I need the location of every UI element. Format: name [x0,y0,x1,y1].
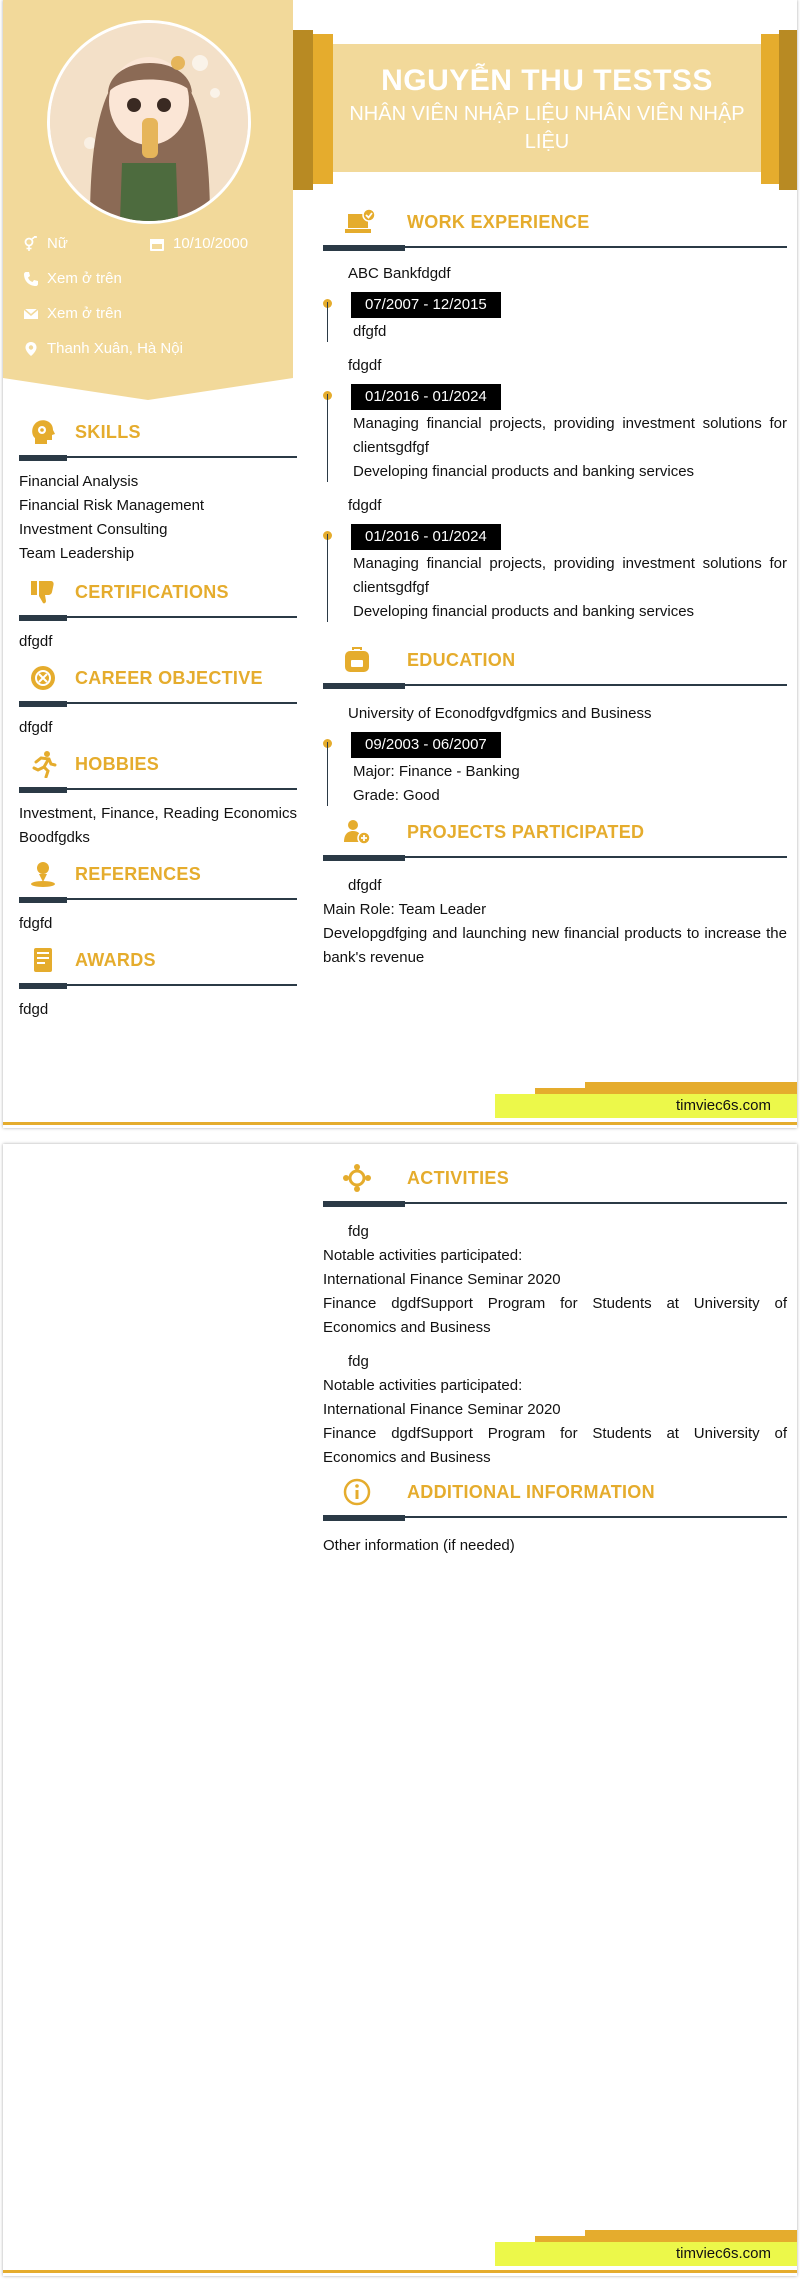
project-name: dfgdf [348,877,382,894]
work-entry [323,290,787,344]
certifications-text: dfgdf [19,633,53,650]
education-title: EDUCATION [407,650,516,670]
target-icon [29,664,57,692]
gender-icon [23,236,39,252]
skills-title: SKILLS [75,422,141,442]
work-company: ABC Bankfdgdf [348,265,451,282]
activity-item: International Finance Seminar 2020 [323,1401,561,1418]
address-row [23,340,183,357]
projects-header [323,818,787,860]
activities-body [323,1220,787,1470]
hobbies-title: HOBBIES [75,754,160,774]
section-divider-accent [323,245,405,251]
career-objective-header [19,664,297,706]
birthday-row [149,235,248,252]
work-detail: Developing financial products and banking services [353,603,695,620]
activity-item: International Finance Seminar 2020 [323,1271,561,1288]
section-divider-accent [323,1515,405,1521]
candidate-role: NHÂN VIÊN NHẬP LIỆU NHÂN VIÊN NHẬP LIỆU [349,103,745,153]
sidebar-arrow-decoration [3,378,293,400]
work-company: fdgdf [348,497,382,514]
education-date: 09/2003 - 06/2007 [351,732,501,758]
awards-title: AWARDS [75,950,156,970]
footer-site: timviec6s.com [675,1097,771,1114]
career-objective-title: CAREER OBJECTIVE [75,668,263,688]
awards-section [19,946,297,1022]
education-grade: Grade: Good [353,787,440,804]
footer-line [3,2270,797,2273]
phone-row [23,270,122,287]
header-ribbon-right [761,34,779,184]
footer-line [3,1122,797,1125]
candidate-name: NGUYỄN THU TESTSS [381,64,713,97]
info-icon [343,1478,371,1506]
work-detail: dfgfd [353,323,387,340]
education-school: University of Econodfgvdfgmics and Business [348,705,652,722]
head-gear-icon [29,418,57,446]
references-title: REFERENCES [75,864,202,884]
laptop-check-icon [345,208,377,236]
additional-info-title: ADDITIONAL INFORMATION [407,1482,655,1502]
hobbies-header [19,750,297,792]
section-divider-accent [19,455,67,461]
hobbies-section [19,750,297,850]
activities-header [323,1164,787,1206]
header-ribbon-right-dark [779,30,797,190]
email-row [23,305,122,322]
awards-header [19,946,297,988]
certifications-title: CERTIFICATIONS [75,582,229,602]
timeline-line [327,534,328,622]
activity-item: Finance dgdfSupport Program for Students at University of Economics and Business [323,1295,787,1336]
work-experience-title: WORK EXPERIENCE [407,212,590,232]
section-divider-accent [19,897,67,903]
certifications-header [19,578,297,620]
resume-page-1 [3,0,797,1128]
projects-title: PROJECTS PARTICIPATED [407,822,645,842]
thumbs-down-icon [29,578,57,606]
education-section [323,646,787,808]
activities-section [323,1164,787,1470]
person-pin-icon [29,860,57,888]
skill-item: Team Leadership [19,545,135,562]
additional-info-text: Other information (if needed) [323,1537,515,1554]
additional-info-section [323,1478,787,1558]
book-award-icon [29,946,57,974]
work-company: fdgdf [348,357,382,374]
work-detail: Managing financial projects, providing investment solutions for clientsgdfgf [353,415,787,456]
address-value: Thanh Xuân, Hà Nội [47,340,183,357]
skill-item: Investment Consulting [19,521,168,538]
user-add-icon [343,818,371,846]
header-ribbon-left-dark [293,30,313,190]
birthday-value: 10/10/2000 [173,235,249,252]
calendar-icon [149,236,165,252]
work-date: 01/2016 - 01/2024 [351,524,501,550]
work-detail: Developing financial products and banking services [353,463,695,480]
section-divider-accent [19,701,67,707]
running-person-icon [29,750,57,778]
career-objective-section [19,664,297,740]
work-date: 01/2016 - 01/2024 [351,384,501,410]
references-text: fdgfd [19,915,53,932]
section-divider-accent [323,683,405,689]
network-icon [343,1164,371,1192]
backpack-icon [343,646,371,674]
header-ribbon-left [313,34,333,184]
education-header [323,646,787,688]
certifications-section [19,578,297,654]
references-header [19,860,297,902]
section-divider-accent [323,855,405,861]
section-divider-accent [19,983,67,989]
skill-item: Financial Risk Management [19,497,205,514]
project-description: Developgdfging and launching new financial products to increase the bank's revenue [323,925,787,966]
work-experience-header [323,208,787,250]
phone-value: Xem ở trên [47,270,122,287]
section-divider-accent [19,615,67,621]
email-value: Xem ở trên [47,305,122,322]
work-date: 07/2007 - 12/2015 [351,292,501,318]
resume-page-2 [3,1144,797,2276]
email-icon [23,306,39,322]
projects-section [323,818,787,970]
activity-label: Notable activities participated: [323,1247,523,1264]
work-entry [323,522,787,624]
project-role: Main Role: Team Leader [323,901,487,918]
section-divider-accent [323,1201,405,1207]
work-entries [323,262,787,624]
career-objective-text: dfgdf [19,719,53,736]
activity-name: fdg [348,1353,369,1370]
phone-icon [23,271,39,287]
work-experience-section [323,208,787,624]
activity-item: Finance dgdfSupport Program for Students at University of Economics and Business [323,1425,787,1466]
activities-title: ACTIVITIES [407,1168,510,1188]
skills-section [19,418,297,566]
activity-label: Notable activities participated: [323,1377,523,1394]
activity-name: fdg [348,1223,369,1240]
location-icon [23,341,39,357]
gender-value: Nữ [47,235,68,252]
avatar [47,20,251,224]
education-body [323,702,787,808]
skills-list [19,470,297,566]
awards-text: fdgd [19,1001,49,1018]
section-divider-accent [19,787,67,793]
skills-header [19,418,297,460]
timeline-line [327,394,328,482]
gender-row [23,235,68,252]
footer-site: timviec6s.com [675,2245,771,2262]
skill-item: Financial Analysis [19,473,139,490]
additional-info-header [323,1478,787,1520]
timeline-line [327,302,328,342]
work-detail: Managing financial projects, providing investment solutions for clientsgdfgf [353,555,787,596]
timeline-line [327,742,328,806]
hobbies-text: Investment, Finance, Reading Economics Boodfgdks [19,805,297,846]
references-section [19,860,297,936]
work-entry [323,382,787,484]
education-entry [323,730,787,808]
education-major: Major: Finance - Banking [353,763,520,780]
projects-body [323,874,787,970]
